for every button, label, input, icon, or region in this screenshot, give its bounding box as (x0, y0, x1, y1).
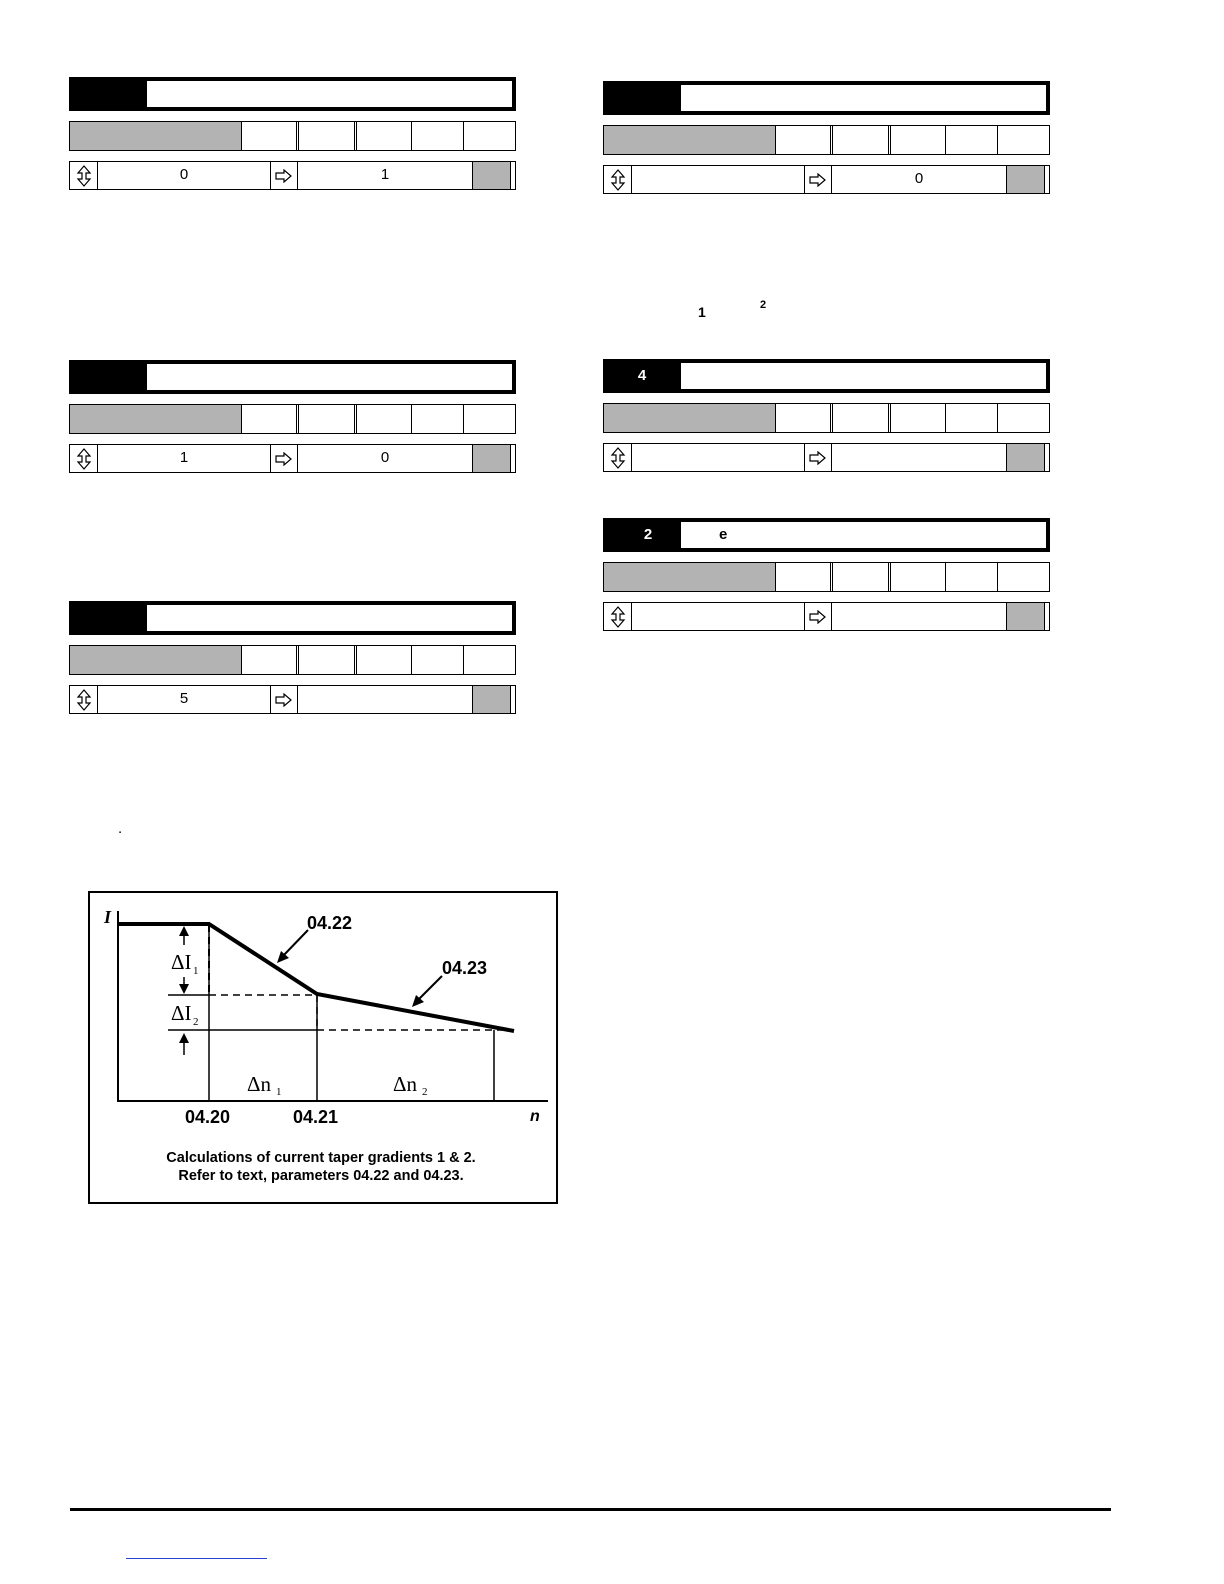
range-updown-icon (70, 686, 97, 713)
flag-cell (354, 646, 411, 674)
range-value (631, 166, 804, 193)
arrowhead (179, 1033, 189, 1043)
range-updown-icon (70, 162, 97, 189)
parameter-number: 4 (637, 367, 647, 384)
flag-cell (411, 122, 463, 150)
parameter-block (69, 360, 516, 473)
flag-cell (296, 122, 354, 150)
parameter-range-row (69, 161, 516, 190)
parameter-flags-row (69, 121, 516, 151)
flag-cell (604, 563, 775, 591)
parameter-number (69, 77, 147, 111)
figure-caption-line-1: Calculations of current taper gradients 1 & 2. (166, 1150, 476, 1166)
flag-cell (70, 646, 241, 674)
flag-cell (463, 405, 515, 433)
range-value (631, 444, 804, 471)
parameter-name: e (681, 522, 1046, 548)
parameter-number (603, 81, 681, 115)
flag-cell (888, 404, 945, 432)
flag-cell (830, 126, 888, 154)
delta-i1-sub: 1 (193, 965, 199, 977)
end-cell (1044, 444, 1049, 471)
parameter-header (69, 360, 516, 394)
flag-cell (463, 122, 515, 150)
parameter-block (69, 77, 516, 190)
parameter-name (681, 85, 1046, 111)
current-taper-figure (88, 891, 558, 1204)
parameter-name (147, 81, 512, 107)
default-value (831, 444, 1006, 471)
parameter-flags-row (69, 645, 516, 675)
default-value: 1 (297, 162, 472, 189)
label-slope-1: 04.22 (307, 913, 353, 933)
parameter-block (603, 81, 1050, 194)
parameter-range-row (69, 444, 516, 473)
footer-link-underline[interactable] (126, 1558, 267, 1559)
parameter-range-row (603, 602, 1050, 631)
parameter-block (603, 359, 1050, 472)
flag-cell (296, 646, 354, 674)
flag-cell (997, 404, 1049, 432)
flag-cell (945, 126, 997, 154)
default-arrow-icon (270, 445, 297, 472)
parameter-range-row (69, 685, 516, 714)
parameter-block (69, 601, 516, 714)
gray-cell (1006, 166, 1044, 193)
flag-cell (70, 122, 241, 150)
delta-n2-sub: 2 (422, 1086, 428, 1098)
footer-rule (70, 1508, 1111, 1511)
range-updown-icon (604, 444, 631, 471)
flag-cell (241, 122, 296, 150)
range-updown-icon (604, 603, 631, 630)
flag-cell (997, 126, 1049, 154)
parameter-header (603, 81, 1050, 115)
default-arrow-icon (804, 166, 831, 193)
end-cell (510, 686, 515, 713)
gray-cell (472, 162, 510, 189)
default-arrow-icon (270, 162, 297, 189)
parameter-number: 2 (643, 526, 653, 543)
range-value: 1 (97, 445, 270, 472)
range-value: 0 (97, 162, 270, 189)
default-arrow-icon (804, 603, 831, 630)
flag-cell (945, 563, 997, 591)
default-arrow-icon (270, 686, 297, 713)
pointer-arrow-0423 (417, 976, 442, 1001)
label-slope-2: 04.23 (442, 958, 488, 978)
end-cell (510, 162, 515, 189)
end-cell (1044, 166, 1049, 193)
parameter-number (69, 601, 147, 635)
current-taper-diagram (90, 893, 556, 1202)
delta-i2-label: ΔI (171, 1001, 192, 1025)
flag-cell (411, 405, 463, 433)
delta-n1-sub: 1 (276, 1086, 282, 1098)
flag-cell (354, 122, 411, 150)
default-value (297, 686, 472, 713)
flag-cell (775, 126, 830, 154)
x-tick-0420: 04.20 (185, 1107, 231, 1127)
stray-text-one: 1 (698, 304, 706, 320)
flag-cell (296, 405, 354, 433)
delta-i1-label: ΔI (171, 950, 192, 974)
flag-cell (830, 404, 888, 432)
parameter-range-row (603, 443, 1050, 472)
range-value: 5 (97, 686, 270, 713)
default-value: 0 (297, 445, 472, 472)
flag-cell (888, 126, 945, 154)
gray-cell (1006, 444, 1044, 471)
flag-cell (997, 563, 1049, 591)
flag-cell (354, 405, 411, 433)
delta-n2-label: Δn (393, 1072, 418, 1096)
flag-cell (70, 405, 241, 433)
default-value: 0 (831, 166, 1006, 193)
parameter-header (603, 518, 1050, 552)
parameter-header (69, 601, 516, 635)
parameter-flags-row (603, 125, 1050, 155)
flag-cell (604, 404, 775, 432)
gray-cell (1006, 603, 1044, 630)
range-value (631, 603, 804, 630)
arrowhead (179, 984, 189, 994)
parameter-number (69, 360, 147, 394)
delta-n1-label: Δn (247, 1072, 272, 1096)
delta-i2-sub: 2 (193, 1016, 199, 1028)
flag-cell (775, 563, 830, 591)
range-updown-icon (70, 445, 97, 472)
parameter-range-row (603, 165, 1050, 194)
flag-cell (945, 404, 997, 432)
parameter-name (147, 364, 512, 390)
default-arrow-icon (804, 444, 831, 471)
parameter-header (69, 77, 516, 111)
parameter-flags-row (69, 404, 516, 434)
stray-text-two: 2 (760, 299, 767, 311)
gray-cell (472, 686, 510, 713)
figure-caption-line-2: Refer to text, parameters 04.22 and 04.23. (178, 1168, 464, 1184)
end-cell (1044, 603, 1049, 630)
flag-cell (830, 563, 888, 591)
flag-cell (241, 646, 296, 674)
parameter-name (147, 605, 512, 631)
flag-cell (604, 126, 775, 154)
flag-cell (463, 646, 515, 674)
parameter-header (603, 359, 1050, 393)
arrowhead (179, 926, 189, 936)
parameter-flags-row (603, 562, 1050, 592)
pointer-arrow-0422 (282, 930, 308, 957)
flag-cell (775, 404, 830, 432)
parameter-block (603, 518, 1050, 631)
flag-cell (241, 405, 296, 433)
x-axis-label: n (530, 1108, 540, 1125)
gray-cell (472, 445, 510, 472)
end-cell (510, 445, 515, 472)
range-updown-icon (604, 166, 631, 193)
y-axis-label: I (104, 907, 112, 927)
flag-cell (888, 563, 945, 591)
flag-cell (411, 646, 463, 674)
x-tick-0421: 04.21 (293, 1107, 339, 1127)
parameter-flags-row (603, 403, 1050, 433)
parameter-name (681, 363, 1046, 389)
stray-dot: . (118, 820, 123, 837)
default-value (831, 603, 1006, 630)
